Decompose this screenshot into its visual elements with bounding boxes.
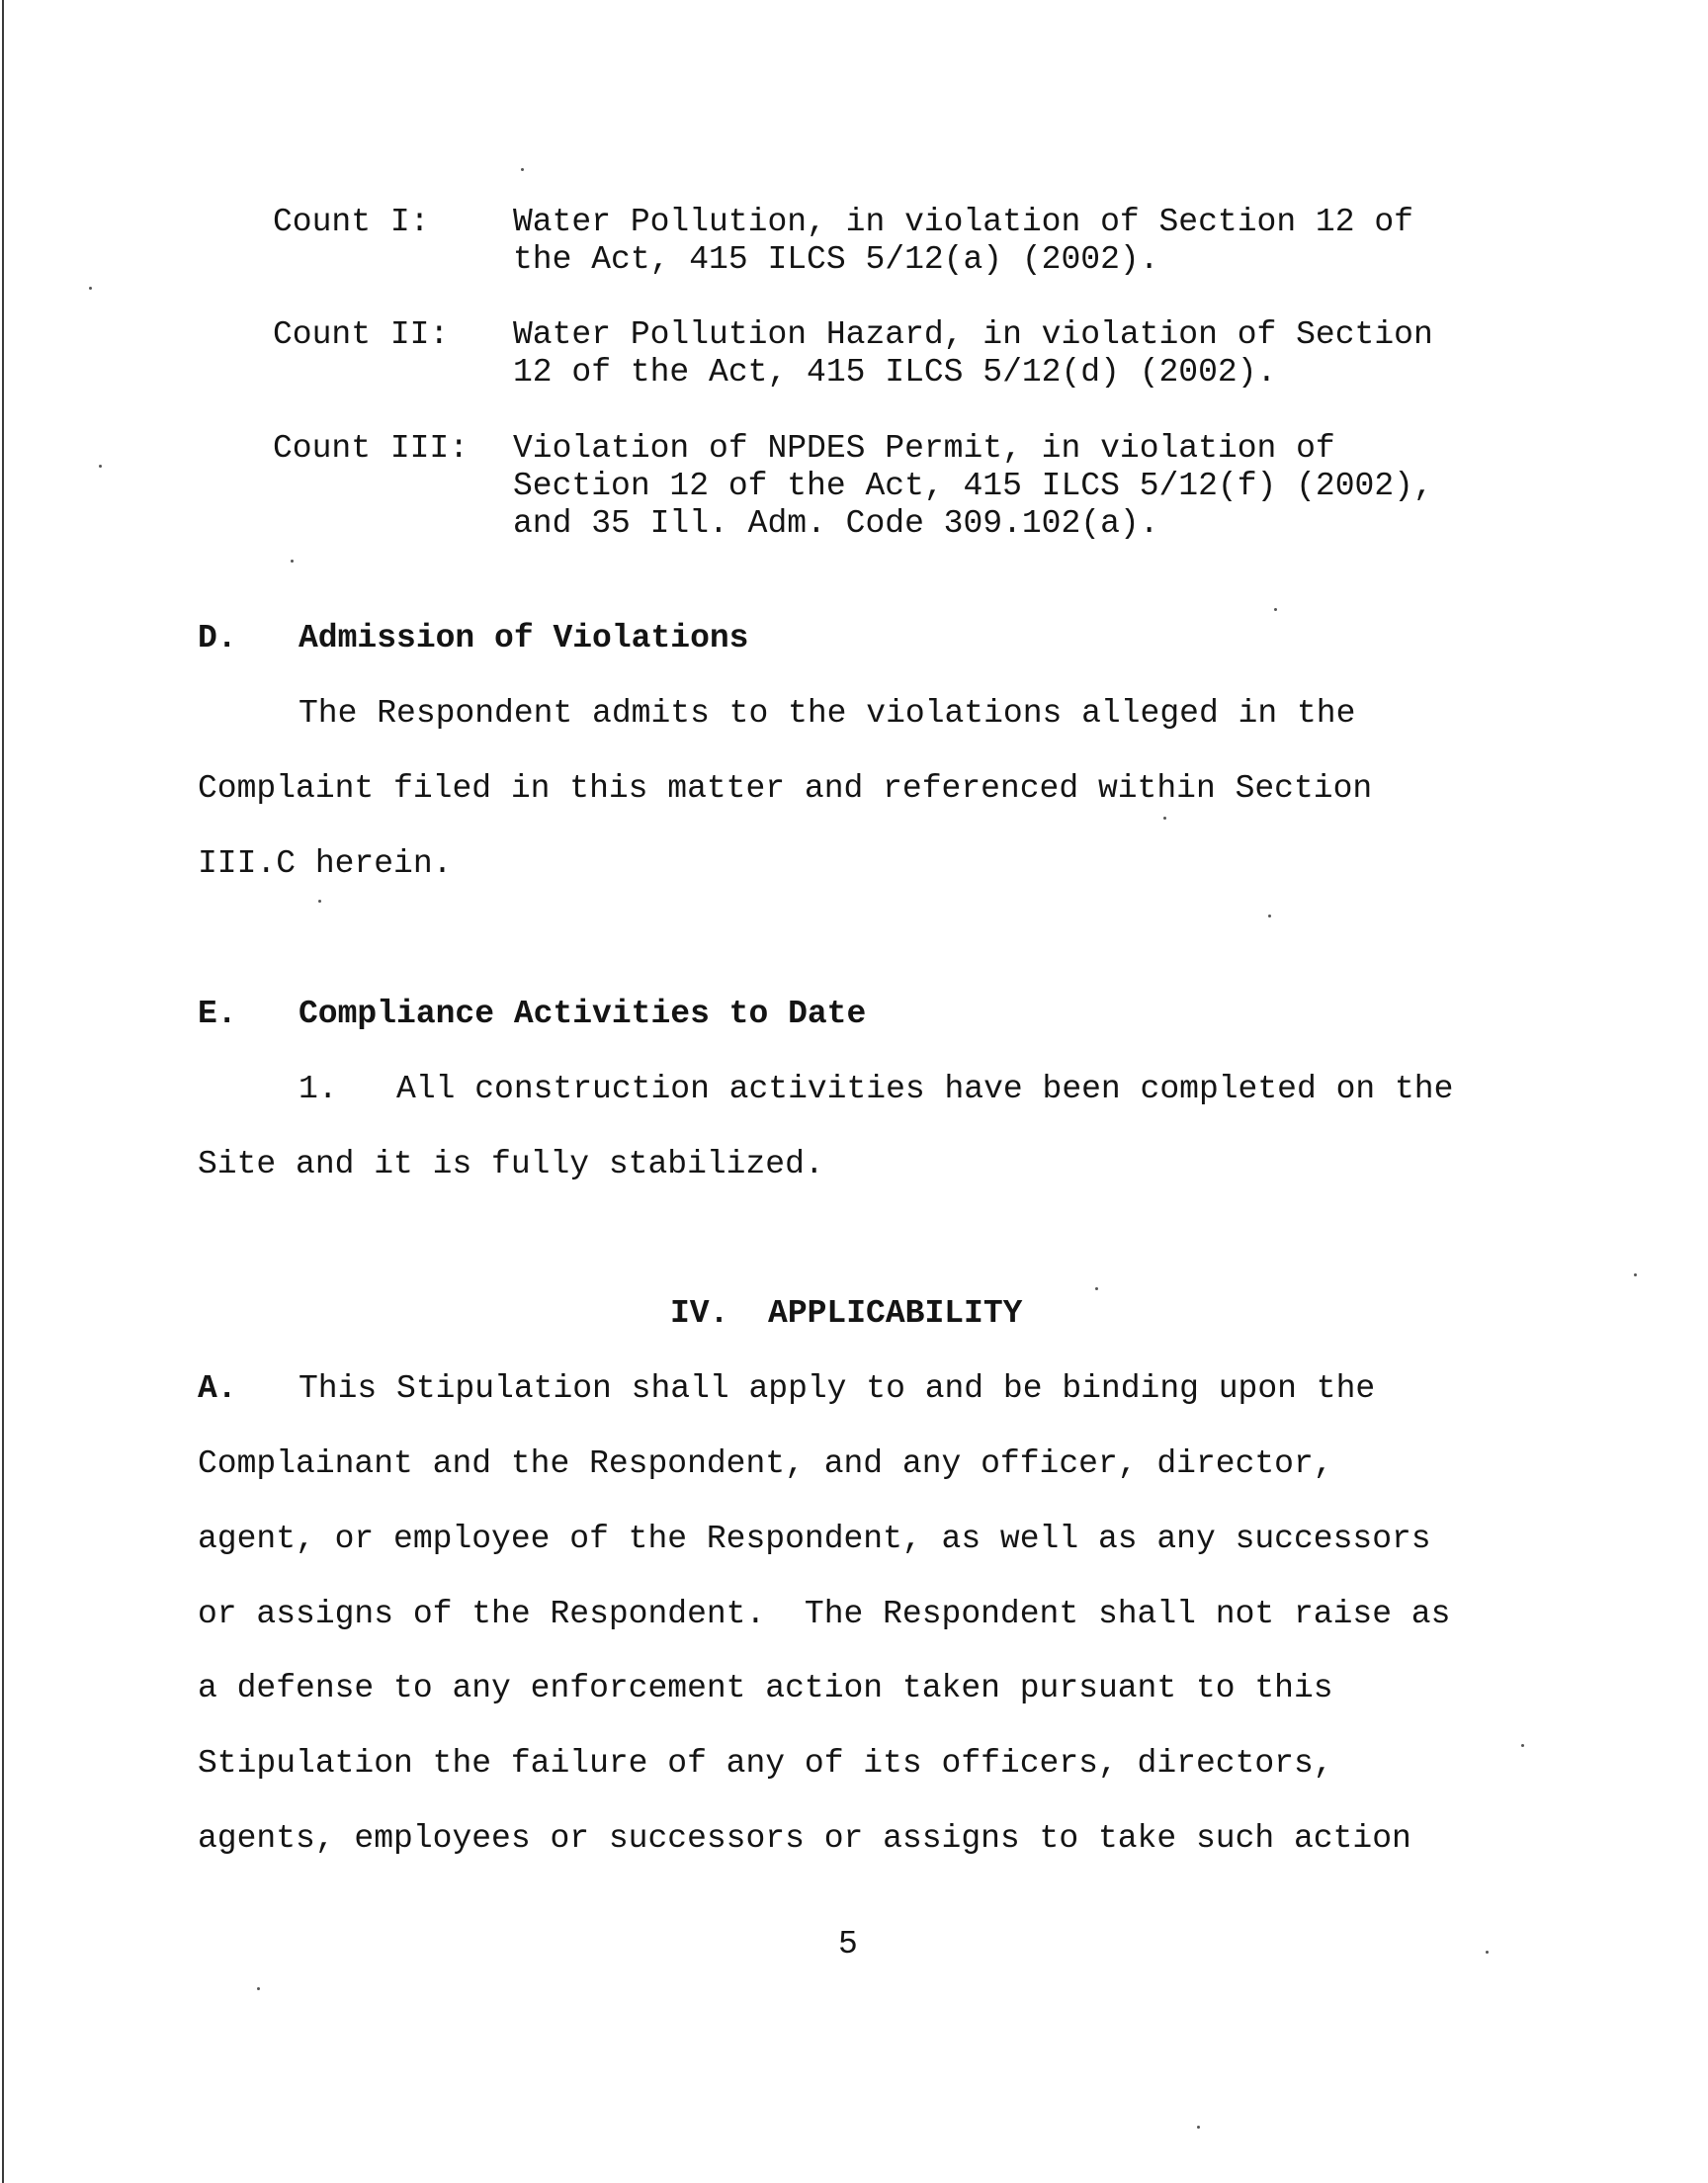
scan-speck [1521,1744,1524,1747]
scan-speck [89,287,92,290]
paragraph-line: This Stipulation shall apply to and be binding upon the [299,1370,1376,1407]
scan-speck [521,168,524,171]
scan-speck [1163,817,1166,820]
count-label: Count III: [273,430,470,467]
scan-speck [257,1987,260,1990]
section-e-letter: E. [198,996,237,1032]
section-iv-a-letter: A. [198,1370,237,1407]
paragraph-line: or assigns of the Respondent. The Respondent shall not raise as [198,1596,1451,1632]
count-text-line: Water Pollution Hazard, in violation of Section [513,316,1433,353]
paragraph-line: Stipulation the failure of any of its officers, directors, [198,1745,1333,1782]
paragraph-line: Complainant and the Respondent, and any officer, director, [198,1445,1333,1482]
scan-speck [99,465,102,468]
scan-speck [318,900,321,903]
scan-speck [1095,1287,1098,1290]
paragraph-line: 1. All construction activities have been completed on the [299,1071,1454,1107]
scan-speck [1634,1273,1637,1276]
section-d-title: Admission of Violations [299,620,749,656]
paragraph-line: a defense to any enforcement action taken pursuant to this [198,1670,1333,1706]
scan-speck [1274,608,1277,611]
paragraph-line: III.C herein. [198,845,453,882]
count-text-line: the Act, 415 ILCS 5/12(a) (2002). [513,241,1159,278]
scan-speck [291,560,294,563]
page-number: 5 [838,1926,858,1963]
paragraph-line: Complaint filed in this matter and referenced within Section [198,770,1373,807]
scan-speck [1486,1951,1489,1954]
paragraph-line: Site and it is fully stabilized. [198,1146,824,1182]
count-label: Count I: [273,204,430,240]
section-iv-heading: IV. APPLICABILITY [670,1295,1023,1332]
scan-speck [1197,2126,1200,2129]
paragraph-line: agents, employees or successors or assigns to take such action [198,1820,1411,1857]
scan-edge-line [2,0,4,2183]
count-text-line: Violation of NPDES Permit, in violation of [513,430,1335,467]
section-d-letter: D. [198,620,237,656]
count-text-line: and 35 Ill. Adm. Code 309.102(a). [513,505,1159,542]
count-text-line: Water Pollution, in violation of Section 12 of [513,204,1413,240]
section-e-title: Compliance Activities to Date [299,996,867,1032]
count-text-line: 12 of the Act, 415 ILCS 5/12(d) (2002). [513,354,1277,391]
scan-speck [1268,915,1271,917]
paragraph-line: The Respondent admits to the violations alleged in the [299,695,1356,732]
count-text-line: Section 12 of the Act, 415 ILCS 5/12(f) (2002), [513,468,1433,504]
count-label: Count II: [273,316,450,353]
paragraph-line: agent, or employee of the Respondent, as well as any successors [198,1521,1431,1557]
